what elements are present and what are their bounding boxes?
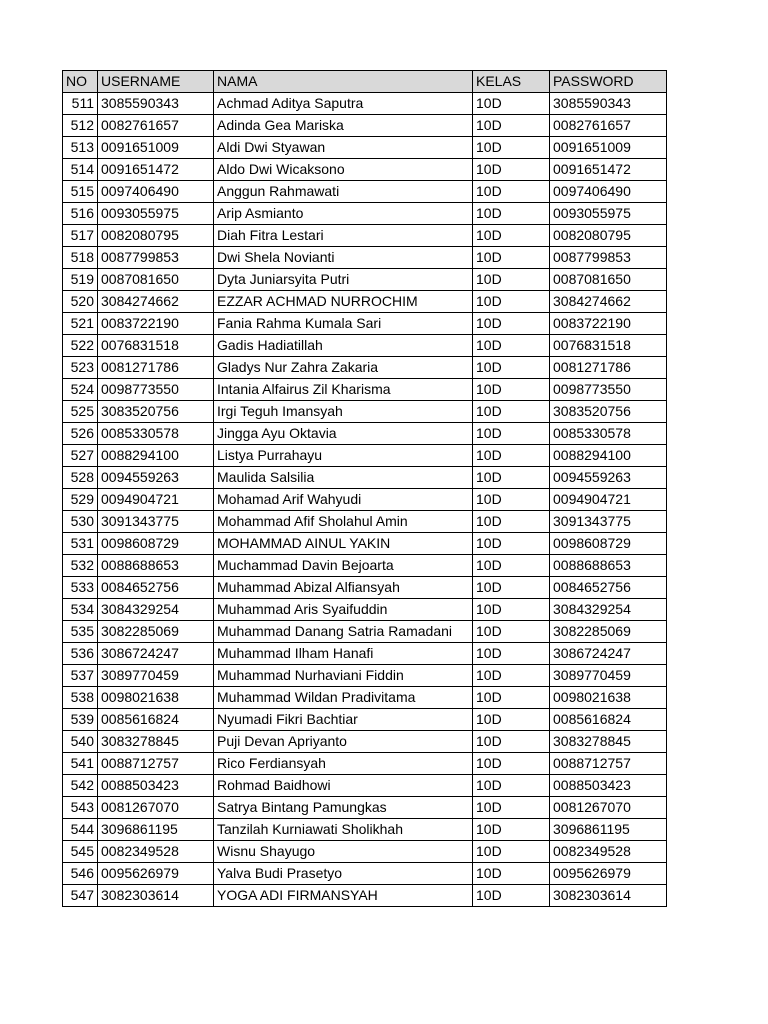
- table-row: [63, 467, 667, 489]
- nama-cell: Rico Ferdiansyah: [214, 753, 473, 775]
- nama-cell: Listya Purrahayu: [214, 445, 473, 467]
- username-cell: 3084274662: [98, 291, 214, 313]
- username-cell: 0091651472: [98, 159, 214, 181]
- kelas-cell: 10D: [473, 621, 550, 643]
- username-cell: 0081267070: [98, 797, 214, 819]
- kelas-cell: 10D: [473, 753, 550, 775]
- kelas-cell: 10D: [473, 401, 550, 423]
- password-cell: 3089770459: [550, 665, 667, 687]
- nama-cell: Intania Alfairus Zil Kharisma: [214, 379, 473, 401]
- password-cell: 3086724247: [550, 643, 667, 665]
- password-cell: 0088688653: [550, 555, 667, 577]
- nama-cell: Muhammad Abizal Alfiansyah: [214, 577, 473, 599]
- password-cell: 0076831518: [550, 335, 667, 357]
- kelas-cell: 10D: [473, 885, 550, 907]
- nama-cell: Muhammad Ilham Hanafi: [214, 643, 473, 665]
- username-cell: 0081271786: [98, 357, 214, 379]
- table-row: [63, 665, 667, 687]
- no-cell: 538: [63, 687, 98, 709]
- no-cell: 546: [63, 863, 98, 885]
- table-row: [63, 841, 667, 863]
- no-cell: 536: [63, 643, 98, 665]
- username-cell: 0093055975: [98, 203, 214, 225]
- username-cell: 0085330578: [98, 423, 214, 445]
- table-row: [63, 621, 667, 643]
- no-cell: 525: [63, 401, 98, 423]
- header-row: [63, 71, 667, 93]
- kelas-cell: 10D: [473, 335, 550, 357]
- table-row: [63, 555, 667, 577]
- nama-cell: Puji Devan Apriyanto: [214, 731, 473, 753]
- table-row: [63, 885, 667, 907]
- header-password: PASSWORD: [550, 71, 667, 93]
- password-cell: 0088503423: [550, 775, 667, 797]
- nama-cell: YOGA ADI FIRMANSYAH: [214, 885, 473, 907]
- table-row: [63, 511, 667, 533]
- kelas-cell: 10D: [473, 423, 550, 445]
- table-row: [63, 291, 667, 313]
- password-cell: 0097406490: [550, 181, 667, 203]
- table-row: [63, 357, 667, 379]
- username-cell: 3082303614: [98, 885, 214, 907]
- username-cell: 0088503423: [98, 775, 214, 797]
- nama-cell: Wisnu Shayugo: [214, 841, 473, 863]
- nama-cell: Jingga Ayu Oktavia: [214, 423, 473, 445]
- nama-cell: Dyta Juniarsyita Putri: [214, 269, 473, 291]
- table-row: [63, 335, 667, 357]
- nama-cell: Yalva Budi Prasetyo: [214, 863, 473, 885]
- username-cell: 3084329254: [98, 599, 214, 621]
- password-cell: 0081267070: [550, 797, 667, 819]
- username-cell: 0088688653: [98, 555, 214, 577]
- table-row: [63, 159, 667, 181]
- kelas-cell: 10D: [473, 797, 550, 819]
- password-cell: 3085590343: [550, 93, 667, 115]
- table-row: [63, 753, 667, 775]
- nama-cell: Tanzilah Kurniawati Sholikhah: [214, 819, 473, 841]
- password-cell: 3083520756: [550, 401, 667, 423]
- no-cell: 523: [63, 357, 98, 379]
- no-cell: 545: [63, 841, 98, 863]
- username-cell: 0087799853: [98, 247, 214, 269]
- kelas-cell: 10D: [473, 115, 550, 137]
- table-row: [63, 489, 667, 511]
- no-cell: 512: [63, 115, 98, 137]
- kelas-cell: 10D: [473, 181, 550, 203]
- username-cell: 3083520756: [98, 401, 214, 423]
- no-cell: 522: [63, 335, 98, 357]
- password-cell: 0098021638: [550, 687, 667, 709]
- nama-cell: Muhammad Nurhaviani Fiddin: [214, 665, 473, 687]
- student-account-table: [62, 70, 667, 907]
- table-row: [63, 819, 667, 841]
- nama-cell: Rohmad Baidhowi: [214, 775, 473, 797]
- no-cell: 513: [63, 137, 98, 159]
- no-cell: 533: [63, 577, 98, 599]
- table-row: [63, 797, 667, 819]
- kelas-cell: 10D: [473, 709, 550, 731]
- table-row: [63, 313, 667, 335]
- kelas-cell: 10D: [473, 687, 550, 709]
- username-cell: 0082761657: [98, 115, 214, 137]
- table-row: [63, 423, 667, 445]
- no-cell: 544: [63, 819, 98, 841]
- kelas-cell: 10D: [473, 313, 550, 335]
- table-row: [63, 445, 667, 467]
- username-cell: 0088294100: [98, 445, 214, 467]
- table-row: [63, 599, 667, 621]
- table-row: [63, 115, 667, 137]
- nama-cell: Mohamad Arif Wahyudi: [214, 489, 473, 511]
- password-cell: 0082080795: [550, 225, 667, 247]
- no-cell: 519: [63, 269, 98, 291]
- password-cell: 0091651472: [550, 159, 667, 181]
- table-row: [63, 775, 667, 797]
- table-row: [63, 225, 667, 247]
- no-cell: 515: [63, 181, 98, 203]
- username-cell: 0094559263: [98, 467, 214, 489]
- table-row: [63, 731, 667, 753]
- nama-cell: Maulida Salsilia: [214, 467, 473, 489]
- password-cell: 0082349528: [550, 841, 667, 863]
- no-cell: 532: [63, 555, 98, 577]
- nama-cell: Anggun Rahmawati: [214, 181, 473, 203]
- table-row: [63, 643, 667, 665]
- username-cell: 0091651009: [98, 137, 214, 159]
- header-nama: NAMA: [214, 71, 473, 93]
- table-header: [63, 71, 667, 93]
- password-cell: 0094904721: [550, 489, 667, 511]
- nama-cell: Aldi Dwi Styawan: [214, 137, 473, 159]
- nama-cell: Mohammad Afif Sholahul Amin: [214, 511, 473, 533]
- username-cell: 0085616824: [98, 709, 214, 731]
- password-cell: 0088294100: [550, 445, 667, 467]
- nama-cell: Diah Fitra Lestari: [214, 225, 473, 247]
- kelas-cell: 10D: [473, 467, 550, 489]
- password-cell: 0083722190: [550, 313, 667, 335]
- kelas-cell: 10D: [473, 489, 550, 511]
- table-row: [63, 709, 667, 731]
- kelas-cell: 10D: [473, 775, 550, 797]
- kelas-cell: 10D: [473, 247, 550, 269]
- password-cell: 0091651009: [550, 137, 667, 159]
- table-row: [63, 137, 667, 159]
- kelas-cell: 10D: [473, 819, 550, 841]
- no-cell: 518: [63, 247, 98, 269]
- kelas-cell: 10D: [473, 203, 550, 225]
- password-cell: 0084652756: [550, 577, 667, 599]
- username-cell: 0088712757: [98, 753, 214, 775]
- header-kelas: KELAS: [473, 71, 550, 93]
- no-cell: 527: [63, 445, 98, 467]
- password-cell: 0085330578: [550, 423, 667, 445]
- no-cell: 542: [63, 775, 98, 797]
- no-cell: 535: [63, 621, 98, 643]
- nama-cell: Muchammad Davin Bejoarta: [214, 555, 473, 577]
- nama-cell: Muhammad Aris Syaifuddin: [214, 599, 473, 621]
- table-row: [63, 93, 667, 115]
- username-cell: 0082080795: [98, 225, 214, 247]
- kelas-cell: 10D: [473, 599, 550, 621]
- no-cell: 526: [63, 423, 98, 445]
- username-cell: 3096861195: [98, 819, 214, 841]
- username-cell: 0098021638: [98, 687, 214, 709]
- password-cell: 0094559263: [550, 467, 667, 489]
- no-cell: 539: [63, 709, 98, 731]
- nama-cell: Gadis Hadiatillah: [214, 335, 473, 357]
- nama-cell: Muhammad Wildan Pradivitama: [214, 687, 473, 709]
- kelas-cell: 10D: [473, 225, 550, 247]
- username-cell: 0094904721: [98, 489, 214, 511]
- no-cell: 543: [63, 797, 98, 819]
- username-cell: 0083722190: [98, 313, 214, 335]
- table-row: [63, 269, 667, 291]
- no-cell: 528: [63, 467, 98, 489]
- password-cell: 0093055975: [550, 203, 667, 225]
- password-cell: 0082761657: [550, 115, 667, 137]
- kelas-cell: 10D: [473, 577, 550, 599]
- username-cell: 0098773550: [98, 379, 214, 401]
- nama-cell: Nyumadi Fikri Bachtiar: [214, 709, 473, 731]
- nama-cell: Achmad Aditya Saputra: [214, 93, 473, 115]
- no-cell: 516: [63, 203, 98, 225]
- table-row: [63, 863, 667, 885]
- kelas-cell: 10D: [473, 93, 550, 115]
- nama-cell: Satrya Bintang Pamungkas: [214, 797, 473, 819]
- password-cell: 0098773550: [550, 379, 667, 401]
- table-row: [63, 203, 667, 225]
- nama-cell: Muhammad Danang Satria Ramadani: [214, 621, 473, 643]
- no-cell: 511: [63, 93, 98, 115]
- username-cell: 0082349528: [98, 841, 214, 863]
- password-cell: 3091343775: [550, 511, 667, 533]
- username-cell: 0095626979: [98, 863, 214, 885]
- kelas-cell: 10D: [473, 643, 550, 665]
- password-cell: 3096861195: [550, 819, 667, 841]
- kelas-cell: 10D: [473, 269, 550, 291]
- password-cell: 3082285069: [550, 621, 667, 643]
- username-cell: 0098608729: [98, 533, 214, 555]
- header-no: NO: [63, 71, 98, 93]
- password-cell: 0085616824: [550, 709, 667, 731]
- nama-cell: Irgi Teguh Imansyah: [214, 401, 473, 423]
- table-row: [63, 533, 667, 555]
- nama-cell: Fania Rahma Kumala Sari: [214, 313, 473, 335]
- username-cell: 0087081650: [98, 269, 214, 291]
- username-cell: 3083278845: [98, 731, 214, 753]
- table-row: [63, 181, 667, 203]
- header-username: USERNAME: [98, 71, 214, 93]
- nama-cell: Adinda Gea Mariska: [214, 115, 473, 137]
- kelas-cell: 10D: [473, 555, 550, 577]
- username-cell: 3091343775: [98, 511, 214, 533]
- username-cell: 3086724247: [98, 643, 214, 665]
- nama-cell: EZZAR ACHMAD NURROCHIM: [214, 291, 473, 313]
- password-cell: 3083278845: [550, 731, 667, 753]
- password-cell: 0087799853: [550, 247, 667, 269]
- table-row: [63, 247, 667, 269]
- kelas-cell: 10D: [473, 841, 550, 863]
- no-cell: 534: [63, 599, 98, 621]
- username-cell: 3089770459: [98, 665, 214, 687]
- no-cell: 517: [63, 225, 98, 247]
- password-cell: 3082303614: [550, 885, 667, 907]
- no-cell: 537: [63, 665, 98, 687]
- no-cell: 540: [63, 731, 98, 753]
- nama-cell: Aldo Dwi Wicaksono: [214, 159, 473, 181]
- no-cell: 531: [63, 533, 98, 555]
- kelas-cell: 10D: [473, 863, 550, 885]
- password-cell: 0098608729: [550, 533, 667, 555]
- kelas-cell: 10D: [473, 357, 550, 379]
- kelas-cell: 10D: [473, 379, 550, 401]
- kelas-cell: 10D: [473, 159, 550, 181]
- username-cell: 0097406490: [98, 181, 214, 203]
- no-cell: 521: [63, 313, 98, 335]
- no-cell: 541: [63, 753, 98, 775]
- no-cell: 514: [63, 159, 98, 181]
- username-cell: 3085590343: [98, 93, 214, 115]
- kelas-cell: 10D: [473, 445, 550, 467]
- nama-cell: Arip Asmianto: [214, 203, 473, 225]
- table-row: [63, 687, 667, 709]
- kelas-cell: 10D: [473, 731, 550, 753]
- username-cell: 3082285069: [98, 621, 214, 643]
- table-row: [63, 379, 667, 401]
- no-cell: 547: [63, 885, 98, 907]
- password-cell: 0087081650: [550, 269, 667, 291]
- table-body: [63, 93, 667, 907]
- password-cell: 0095626979: [550, 863, 667, 885]
- table-row: [63, 577, 667, 599]
- no-cell: 530: [63, 511, 98, 533]
- nama-cell: Gladys Nur Zahra Zakaria: [214, 357, 473, 379]
- password-cell: 0088712757: [550, 753, 667, 775]
- no-cell: 529: [63, 489, 98, 511]
- password-cell: 3084274662: [550, 291, 667, 313]
- kelas-cell: 10D: [473, 665, 550, 687]
- table-row: [63, 401, 667, 423]
- nama-cell: Dwi Shela Novianti: [214, 247, 473, 269]
- password-cell: 3084329254: [550, 599, 667, 621]
- password-cell: 0081271786: [550, 357, 667, 379]
- kelas-cell: 10D: [473, 511, 550, 533]
- username-cell: 0084652756: [98, 577, 214, 599]
- username-cell: 0076831518: [98, 335, 214, 357]
- no-cell: 520: [63, 291, 98, 313]
- no-cell: 524: [63, 379, 98, 401]
- nama-cell: MOHAMMAD AINUL YAKIN: [214, 533, 473, 555]
- kelas-cell: 10D: [473, 291, 550, 313]
- kelas-cell: 10D: [473, 533, 550, 555]
- kelas-cell: 10D: [473, 137, 550, 159]
